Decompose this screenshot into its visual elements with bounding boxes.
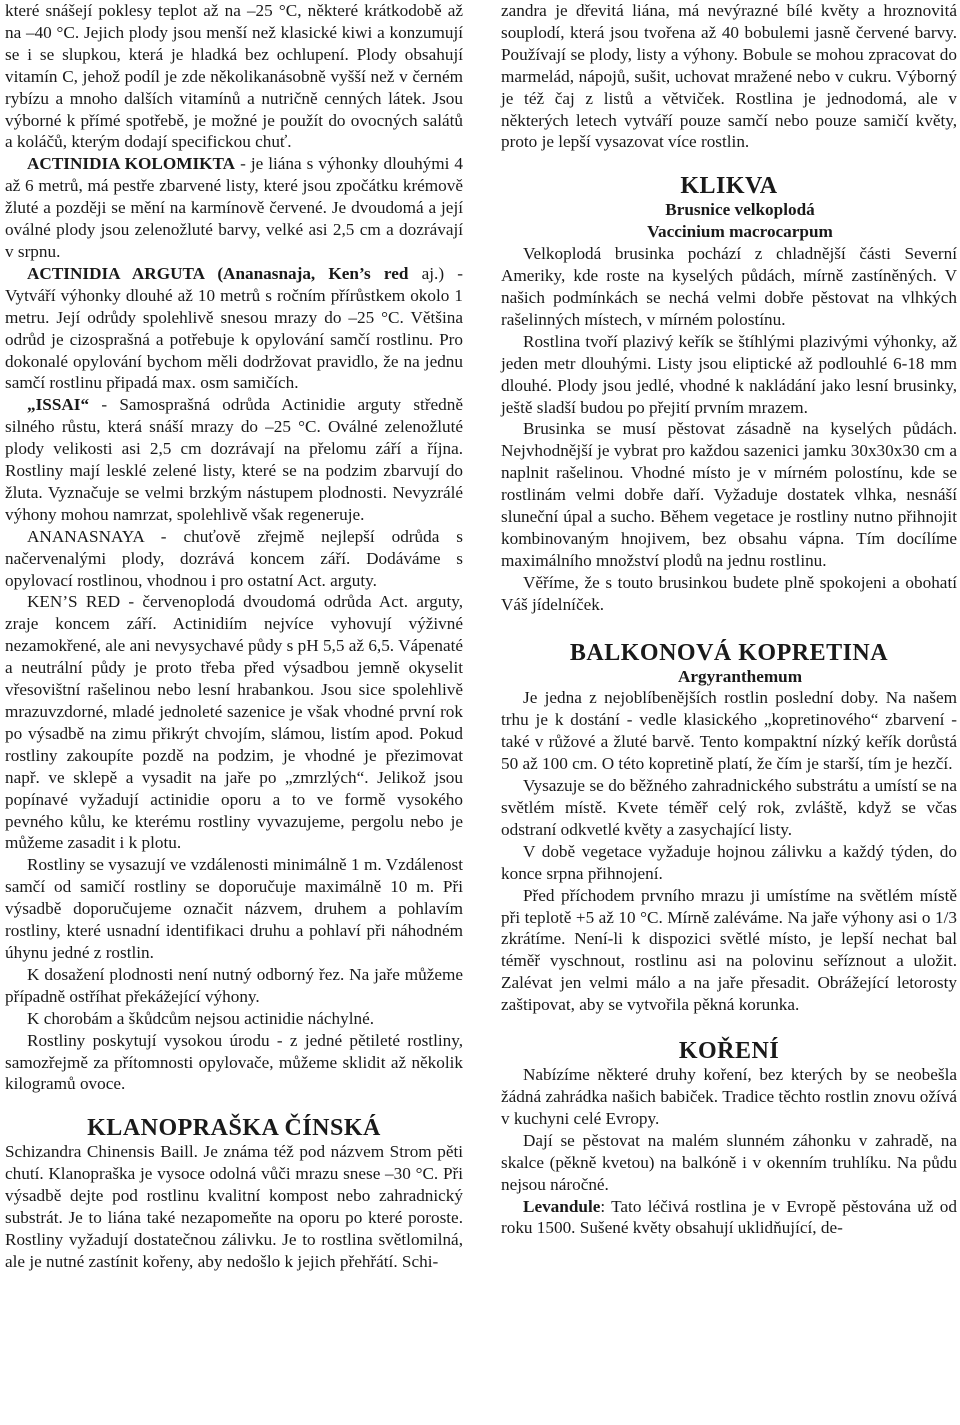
section-subheading: Vaccinium macrocarpum bbox=[647, 222, 833, 242]
paragraph: Před příchodem prvního mrazu ji umístíme na světlém místě při teplotě +5 až 10 °C. Mírně zaléváme. Na jaře výhony asi o 1/3 zkrátíme. Není-li k dispozici světlé místo, je lepší nechat bal téměř vyschnout, rostlinu asi na polovinu seříznout a uložit. Zalévat jen velmi málo a na jaře přesadit. Obrážející letorosty zaštipovat, aby se vytvořila pěkná korunka. bbox=[501, 885, 957, 1015]
paragraph: zandra je dřevitá liána, má nevýrazné bílé květy a hroznovitá souplodí, která jsou tvořena až 40 bobulemi jasně červené barvy. Používají se plody, listy a výhony. Bobule se mohou zpracovat do marmelád, nápojů, sušit, uchovat mražené nebo v cukru. Výborný je též čaj z listů a větviček. Rostlina je jednodomá, ale v některých letech vytváří pouze samčí nebo pouze samičí květy, proto je lepší vysazovat více rostlin. bbox=[501, 1, 957, 152]
term-issai: „ISSAI“ bbox=[27, 395, 90, 415]
paragraph bbox=[5, 153, 463, 263]
paragraph: Věříme, že s touto brusinkou budete plně spokojeni a obohatí Váš jídelníček. bbox=[501, 572, 957, 614]
paragraph bbox=[501, 1196, 957, 1240]
paragraph: KEN’S RED - červenoplodá dvoudomá odrůda Act. arguty, zraje koncem září. Actinidiím nejvíce vyhovují výživné nezamokřené, ale ani nevysychavé půdy s pH 5,5 až 6,5. Vápenaté a neutrální půdy je proto třeba před výsadbou jemně okyselit vřesovištní rašelinou nebo lesní hrabankou. Jsou sice spolehlivě mrazuvzdorné, mladé jednoleté sazenice je však vhodné první rok po výsadbě na zimu přikrýt chvojím, slámou, listím apod. Pokud rostliny zakoupíte pozdě na podzim, je vhodné je přezimovat např. ve sklepě a vysadit na jaře po „zmrzlých“. Jelikož jsou popínavé vyžadují actinidie oporu a to ve formě vysokého pevného kůlu, ke kterému rostliny vyvazujeme, pergolu nebo je můžeme zasadit i k plotu. bbox=[5, 592, 463, 853]
paragraph-text: - je liána s výhonky dlouhými 4 až 6 metrů, má pestře zbarvené listy, které jsou zpočátku krémově žluté a později se mění na karmínově červené. Je dvoudomá a její oválné plody jsou zelenožluté barvy, velké asi 2,5 cm a dozrávají v srpnu. bbox=[5, 154, 464, 261]
paragraph: ANANASNAYA - chuťově zřejmě nejlepší odrůda s načervenalými plody, dozrává koncem září. Dodáváme s opylovací rostlinou, vhodnou i pro ostatní Act. arguty. bbox=[5, 526, 463, 590]
paragraph: V době vegetace vyžaduje hojnou zálivku a každý týden, do konce srpna přihnojení. bbox=[501, 841, 957, 883]
paragraph: Nabízíme některé druhy koření, bez kterých by se neobešla žádná zahrádka našich babiček. Tradice těchto rostlin znovu ožívá v kuchyni celé Evropy. bbox=[501, 1065, 957, 1128]
paragraph: Brusinka se musí pěstovat zásadně na kyselých půdách. Nejvhodnější je vybrat pro každou sazenici jamku 30x30x30 cm a naplnit rašelinou. Vhodné místo je v mírném polostínu, kde se rostlinám velmi dobře daří. Vyžaduje dostatek vlhka, nesnáší sluneční úpal a sucho. Během vegetace je rostliny nutno přihnojit kombinovaným hnojivem, bez obsahu vápna. Tím docílíme maximálního množství plodů na jednu rostlinu. bbox=[501, 419, 957, 570]
section-subheading: Brusnice velkoplodá bbox=[665, 200, 815, 220]
term-actinidia-arguta: ACTINIDIA ARGUTA (Ananasnaja, Ken’s red bbox=[27, 263, 409, 283]
term-actinidia-kolomikta: ACTINIDIA KOLOMIKTA bbox=[27, 154, 236, 174]
section-subheading: Argyranthemum bbox=[677, 666, 803, 686]
paragraph: Dají se pěstovat na malém slunném záhonku v zahradě, na skalce (pěkně kvetou) na balkóně i v okenním truhlíku. Na půdu nejsou náročné. bbox=[501, 1130, 957, 1194]
section-heading-balkonova-kopretina: BALKONOVÁ KOPRETINA bbox=[569, 639, 889, 666]
paragraph: K dosažení plodnosti není nutný odborný řez. Na jaře můžeme případně ostříhat překážející výhony. bbox=[5, 964, 463, 1006]
section-heading-klanopraska: KLANOPRAŠKA ČÍNSKÁ bbox=[87, 1115, 381, 1142]
right-column bbox=[501, 0, 957, 1239]
paragraph: Vysazuje se do běžného zahradnického substrátu a umístí se na světlém místě. Kvete téměř celý rok, zvláště, když se včas odstraní odkvetlé květy a zasychající listy. bbox=[501, 776, 957, 839]
paragraph-text: aj.) bbox=[408, 263, 445, 283]
paragraph: Rostliny se vysazují ve vzdálenosti minimálně 1 m. Vzdálenost samčí od samičí rostliny se doporučuje maximálně 10 m. Při výsadbě doporučujeme označit názvem, druhem a pohlavím rostliny, které usnadní identifikaci druhu a pohlaví při náhodném úhynu jedné z rostlin. bbox=[5, 855, 463, 962]
paragraph-text: : Tato léčivá rostlina je v Evropě pěstována už od roku 1500. Sušené květy obsahují uklidňující, de- bbox=[501, 1196, 957, 1238]
section-heading-klikva: KLIKVA bbox=[680, 173, 778, 200]
paragraph-text: - Samosprašná odrůda Actinidie arguty středně silného růstu, která snáší mrazy do –25 °C. Oválné zelenožluté plody velikosti asi 2,5 cm dozrávají na přelomu září a října. Rostliny mají lesklé zelené listy, které se na podzim zbarvují do žluta. Vyznačuje se velmi brzkým nástupem plodnosti. Nevyzrálé výhony mohou namrzat, spolehlivě však regeneruje. bbox=[5, 395, 463, 524]
paragraph: které snášejí poklesy teplot až na –25 °C, některé krátkodobě až na –40 °C. Jejich plody jsou menší než klasické kiwi a konzumují se i se slupkou, která je hladká bez ochlupení. Plody obsahují vitamín C, jehož podíl je zde několikanásobně vyšší než v černém rybízu a mnoho dalších vitamínů a nutričně cenných látek. Jsou výborné k přímé spotřebě, je možné je použít do ovocných salátů a koláčů, kterým dodají specifickou chuť. bbox=[5, 1, 463, 152]
paragraph bbox=[5, 394, 463, 525]
paragraph: Rostliny poskytují vysokou úrodu - z jedné pětileté rostliny, samozřejmě za přítomnosti opylovače, můžeme sklidit až několik kilogramů ovoce. bbox=[5, 1030, 463, 1094]
paragraph bbox=[5, 263, 463, 394]
section-heading-koreni: KOŘENÍ bbox=[678, 1038, 780, 1065]
paragraph: Rostlina tvoří plazivý keřík se štíhlými plazivými výhonky, až jeden metr dlouhými. Listy jsou eliptické až podlouhlé 6-18 mm dlouhé. Plody jsou jedlé, vhodné k nakládání jako lesní brusinky, ještě sladší budou po přejití prvním mrazem. bbox=[501, 331, 957, 417]
paragraph: Je jedna z nejoblíbenějších rostlin poslední doby. Na našem trhu je k dostání - vedle klasického „kopretinového“ zbarvení - také v růžové a žluté barvě. Tento kompaktní nízký keřík dorůstá 50 až 100 cm. O této kopretině platí, že čím je starší, tím je hezčí. bbox=[501, 688, 957, 774]
paragraph: Velkoplodá brusinka pochází z chladnější části Severní Ameriky, kde roste na kyselých půdách, mírně zastíněných. V našich podmínkách se nechá velmi dobře pěstovat na vlhkých rašelinných místech, v mírném polostínu. bbox=[501, 244, 957, 329]
paragraph-text: - Vytváří výhonky dlouhé až 10 metrů s ročním přírůstkem okolo 1 metru. Její odrůdy spolehlivě snesou mrazy do –25 °C. Většina odrůd je cizosprašná a potřebuje k opylování samčí rostlinu. Pro dokonalé opylování bychom měli dodržovat pravidlo, že na jednu samčí rostlinu připadá max. osm samičích. bbox=[5, 263, 463, 393]
paragraph: K chorobám a škůdcům nejsou actinidie náchylné. bbox=[27, 1008, 374, 1028]
paragraph: Schizandra Chinensis Baill. Je známa též pod názvem Strom pěti chutí. Klanopraška je vysoce odolná vůči mrazu snese –30 °C. Při výsadbě dejte pod rostlinu kvalitní kompost nebo zahradnický substrát. Je to liána také nezapomeňte na oporu po které poroste. Rostliny vyžadují dostatečnou zálivku. Je to rostlina světlomilná, ale je nutné zastínit kořeny, aby nedošlo k jejich přehřátí. Schi- bbox=[5, 1142, 463, 1271]
left-column bbox=[5, 0, 463, 1273]
term-levandule: Levandule bbox=[523, 1196, 601, 1216]
